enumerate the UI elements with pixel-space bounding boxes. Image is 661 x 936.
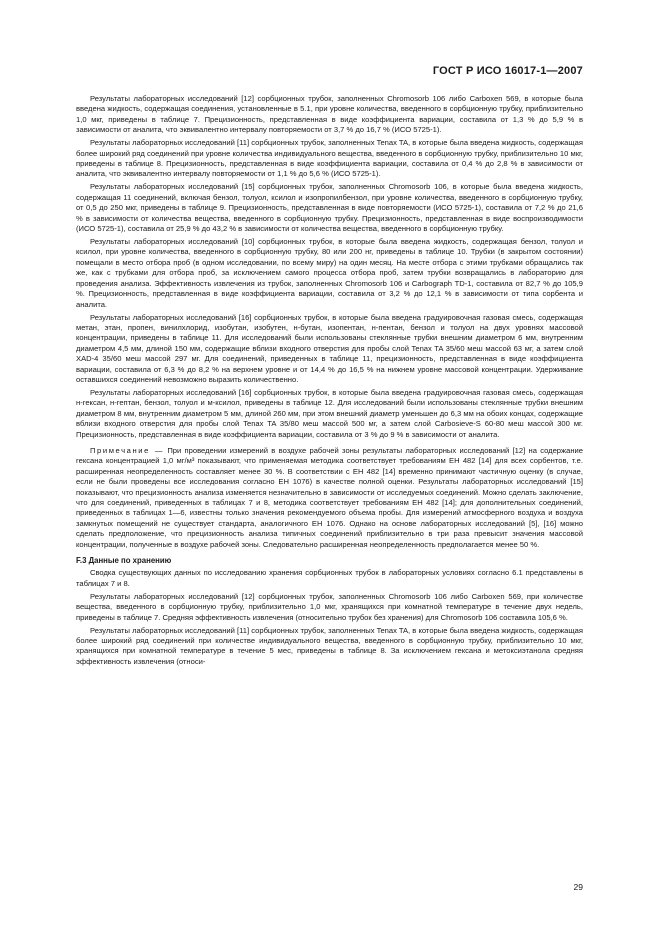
page-body	[76, 94, 583, 670]
paragraph: Результаты лабораторных исследований [10] сорбционных трубок, в которые была введена жидкость, содержащая бензол, толуол и ксилол, при уровне количества, введенного в сорбционную трубку, 80 или 200 нг, приведены в таблице 10. Трубки (в закрытом состоянии) помещали в место отбора проб (в одном исследовании, по всему миру) на один месяц. На месте отбора с этими трубками обращались так же, как с трубками для отбора проб, за исключением самого процесса отбора проб, затем трубки возвращались в лабораторию для проведения анализа. Эффективность извлечения из трубок, заполненных Chromosorb 106 и Carbograph TD-1, составила от 82,7 % до 105,9 %. Прецизионность, представленная в виде коэффициента вариации, составила от 3,2 % до 12,1 % в зависимости от типа сорбента и аналита.	[76, 237, 583, 309]
paragraph: Результаты лабораторных исследований [12] сорбционных трубок, заполненных Chromosorb 106 либо Carboxen 569, при количестве вещества, введенного в сорбционную трубку, приблизительно 1,0 мкг, хранящихся при комнатной температуре в течение двух недель, приведены в таблице 7. Средняя эффективность извлечения (относительно трубок без хранения) для Chromosorb 106 составила 105,6 %.	[76, 591, 583, 622]
paragraph: Результаты лабораторных исследований [15] сорбционных трубок, заполненных Chromosorb 106, в которые была введена жидкость, содержащая 11 соединений, включая бензол, толуол, ксилол и изопропилбензол, при уровне количества, введенного в сорбционную трубку, от 0,5 до 250 мкг, приведены в таблице 9. Прецизионность, представленная в виде повторяемости (ИСО 5725-1), составила от 7,2 % до 21,6 % в зависимости от количества вещества, введенного в сорбционную трубку. Прецизионность, представленная в виде воспроизводимости (ИСО 5725-1), составила от 25,9 % до 43,2 % в зависимости от количества вещества, введенного в сорбционную трубку.	[76, 182, 583, 234]
standard-header: ГОСТ Р ИСО 16017-1—2007	[432, 65, 583, 77]
paragraph: Сводка существующих данных по исследованию хранения сорбционных трубок в лабораторных условиях согласно 6.1 представлены в таблицах 7 и 8.	[76, 568, 583, 588]
paragraph: Результаты лабораторных исследований [11] сорбционных трубок, заполненных Tenax TA, в которые была введена жидкость, содержащая более широкий ряд соединений при количестве индивидуального вещества, введенного в сорбционную трубку, приблизительно 10 мкг, хранящихся при комнатной температуре в течение 5 мес, приведены в таблице 8. За исключением гексана и метоксиэтанола средняя эффективность извлечения (относи-	[76, 625, 583, 666]
paragraph: Результаты лабораторных исследований [12] сорбционных трубок, заполненных Chromosorb 106 либо Carboxen 569, в которые была введена жидкость, содержащая соединения, установленные в 5.1, при уровне количества, введенного в сорбционную трубку, приблизительно 1,0 мкг, приведены в таблице 7. Прецизионность, представленная в виде коэффициента вариации, составила от 1,3 % до 5,9 % в зависимости от аналита, что эквивалентно интервалу повторяемости от 3,7 % до 16,7 % (ИСО 5725-1).	[76, 94, 583, 135]
note-paragraph	[76, 446, 583, 550]
paragraph: Результаты лабораторных исследований [11] сорбционных трубок, заполненных Tenax TA, в которые была введена жидкость, содержащая более широкий ряд соединений при уровне количества индивидуального вещества, введенного в сорбционную трубку, приблизительно 10 мкг, приведены в таблице 8. Прецизионность, представленная в виде коэффициента вариации, составила от 0,4 % до 2,8 % в зависимости от аналита, что эквивалентно интервалу повторяемости от 1,1 % до 5,6 % (ИСО 5725-1).	[76, 138, 583, 179]
section-heading: F.3 Данные по хранению	[76, 556, 172, 566]
note-text: При проведении измерений в воздухе рабочей зоны результаты лабораторных исследований [12] на содержание гексана концентрацией 1,0 мг/м³ показывают, что применяемая методика соответствует требованиям ЕН 482 [14] для всех сорбентов, т.е. расширенная неопределенность составляет менее 30 %. В соответствии с ЕН 482 [14] временно принимают частичную оценку (в случае, если не были проведены все исследования согласно ЕН 1076) в качестве полной оценки. Результаты лабораторных исследований [15] показывают, что прецизионность анализа изменяется незначительно в зависимости от исследуемых соединений. Можно сделать заключение, что для соединений, приведенных в таблицах 7 и 8, методика соответствует требованиям ЕН 482 [14]; для дополнительных соединений, приведенных в таблицах 1—6, известны только значения рекомендуемого объема пробы. Для измерений атмосферного воздуха и воздуха замкнутых помещений не существует стандарта, аналогичного ЕН 1076. Однако на основе лабораторных исследований [5], [16] можно сделать предположение, что прецизионность анализа типичных соединений приблизительно в три раза превысит значения массовой концентрации, полученные в воздухе рабочей зоны. Следовательно расширенная неопределенность предполагается менее 50 %.	[76, 445, 583, 549]
page-number: 29	[573, 882, 583, 892]
paragraph: Результаты лабораторных исследований [16] сорбционных трубок, в которые была введена градуировочная газовая смесь, содержащая н-гексан, н-гептан, бензол, толуол и м-ксилол, приведены в таблице 12. Для исследований были использованы стеклянные трубки внешним диаметром 8 мм, внутренним диаметром 5 мм, длиной 260 мм, при этом внешний диаметр уменьшен до 6,3 мм на обоих концах, содержащие вблизи входного отверстия для пробы слой Tenax TA 35/80 меш массой 500 мг, а затем слой Carbosieve-S 60-80 меш массой 300 мг. Прецизионность, представленная в виде коэффициента вариации, составила от 3 % до 9 % в зависимости от аналита.	[76, 387, 583, 439]
paragraph: Результаты лабораторных исследований [16] сорбционных трубок, в которые была введена градуировочная газовая смесь, содержащая метан, этан, пропен, винилхлорид, изобутан, изобутен, н-бутан, изопентан, н-пентан, бензол и толуол на двух уровнях массовой концентрации, приведены в таблице 11. Для исследований были использованы стеклянные трубки внешним диаметром 6 мм, внутренним диаметром 4,5 мм, длиной 150 мм, содержащие вблизи входного отверстия для пробы слой Tenax TA 35/60 меш массой 63 мг, а затем слой XAD-4 35/60 меш массой 297 мг. Для соединений, приведенных в таблице 11, прецизионность, представленная в виде коэффициента вариации, составила от 6,3 % до 8,2 % на верхнем уровне и от 14,4 % до 16,5 % на нижнем уровне массовой концентрации. Удерживание оставшихся соединений невозможно выразить количественно.	[76, 312, 583, 384]
note-label: Примечание —	[90, 445, 165, 455]
